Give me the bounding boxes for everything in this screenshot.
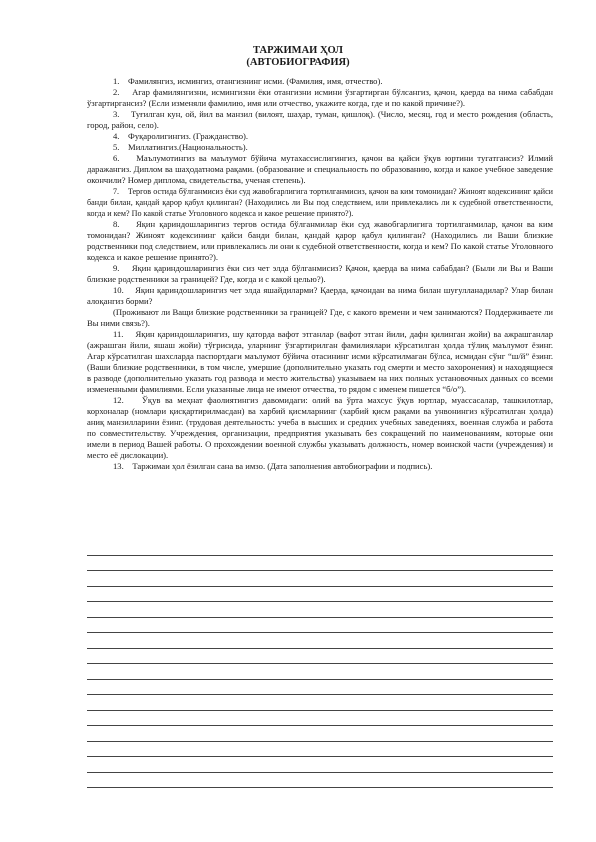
document-subtitle: (АВТОБИОГРАФИЯ) <box>246 57 350 68</box>
list-item-4: 4. Фуқаролигингиз. (Гражданство). <box>113 131 249 141</box>
writing-line[interactable] <box>87 571 553 587</box>
list-item-6: 6. Маълумотингиз ва маълумот бўйича мутахассислигингиз, қачон ва қайси ўқув юртини тугатгансиз? Илмий даражангиз. Диплом ва шаҳодатнома рақами. (образование и специальность по образованию, когда и какое учебное заведение окончили? Номер диплома, свидетельства, ученая степень). <box>87 153 554 185</box>
list-item-12: 12. Ўқув ва меҳнат фаолиятингиз давомидаги: олий ва ўрта махсус ўқув юртлар, муассасалар, ташкилотлар, корхоналар (номлари қисқартирилмасдан) ва харбий қисмларнинг (харбий қисм рақами ва унвонингиз кўрсатилган ҳолда) аниқ манзилларини ёзинг. (трудовая деятельность: учеба в высших и средних учебных заведениях, военная служба и работа по совместительству. Учреждения, организации, предприятия указывать без сокращений по наименованиям, которые они имели в период Вашей работы. О прохождении военной службы указывать должность, номер воинской части (учреждения) и место её дислокации). <box>87 395 553 460</box>
list-item-10: 10. Яқин қариндошларингиз чет элда яшайдиларми? Қаерда, қачондан ва нима билан шуғулланадилар? Улар билан алоқангиз борми? <box>87 285 554 306</box>
list-item-9: 9. Яқин қариндошларингиз ёки сиз чет элда бўлганмисиз? Қачон, қаерда ва нима сабабдан? (Были ли Вы и Ваши близкие родственники за границей? Где, когда и с какой целью?). <box>87 263 553 284</box>
writing-lines <box>87 540 553 788</box>
writing-line[interactable] <box>87 649 553 665</box>
writing-line[interactable] <box>87 556 553 572</box>
list-item-3: 3. Туғилган кун, ой, йил ва манзил (вилоят, шаҳар, туман, қишлоқ). (Число, месяц, год и место рождения (область, город, район, село). <box>87 109 553 130</box>
writing-line[interactable] <box>87 757 553 773</box>
writing-line[interactable] <box>87 726 553 742</box>
document-title: ТАРЖИМАИ ҲОЛ <box>253 45 343 56</box>
list-item-8: 8. Яқин қариндошларингиз тергов остида бўлганмилар ёки суд жавобгарлигига тортилганмилар, қачон ва ким томонидан? Жиноят кодексининг қайси банди билан, қандай қарор қабул қилинган? (Находились ли Ваши близкие родственники под следствием, или привлекались ли они к судебной ответственности, когда и кем? По какой статье Уголовного кодекса и какое решение принято?). <box>87 219 553 262</box>
writing-line[interactable] <box>87 695 553 711</box>
questionnaire-list <box>87 76 553 472</box>
writing-line[interactable] <box>87 742 553 758</box>
writing-line[interactable] <box>87 680 553 696</box>
writing-line[interactable] <box>87 664 553 680</box>
list-item-1: 1. Фамилянгиз, исмингиз, отангизнинг исми. (Фамилия, имя, отчество). <box>113 76 383 86</box>
writing-line[interactable] <box>87 633 553 649</box>
list-item-10-translation: (Проживают ли Ващи близкие родственники за границей? Где, с какого времени и чем занимаются? Поддерживаете ли Вы ними связь?). <box>87 307 553 328</box>
writing-line[interactable] <box>87 618 553 634</box>
list-item-2: 2. Агар фамилянгизни, исмингизни ёки отангизни исмини ўзгартирган бўлсангиз, қачон, қаерда ва нима сабабдан ўзгартиргансиз? (Если изменяли фамилию, имя или отчество, укажите когда, где и по какой причине?). <box>87 87 553 108</box>
writing-line[interactable] <box>87 587 553 603</box>
writing-line[interactable] <box>87 602 553 618</box>
writing-line[interactable] <box>87 773 553 789</box>
list-item-5: 5. Миллатингиз.(Национальность). <box>113 142 248 152</box>
list-item-13: 13. Таржимаи ҳол ёзилган сана ва имзо. (Дата заполнения автобиографии и подпись). <box>113 461 433 471</box>
writing-line[interactable] <box>87 540 553 556</box>
list-item-11: 11. Яқин қариндошларингиз, шу қаторда вафот этганлар (вафот этган йили, дафн қилинган жойи) ва ажрашганлар (ажрашган йили, яшаш жойи) тўғрисида, уларнинг ўзгартирилган фамилиялари кўрсатилган ҳолда тўлиқ маълумот ёзинг. Агар кўрсатилган шахсларда паспортдаги маълумот бўйича отасининг исми кўрсатилмаган бўлса, исмидан сўнг “ш/й” ёзинг. (Ваши близкие родственники, в том числе, умершие (дополнительно указать год смерти и место захоронения) и находящиеся в разводе (дополнительно указать год развода и место жительства) указываем на них полных установочных данных со всеми измененными фамилиями. Если указанные лица не имеют отчества, то рядом с именем пишется “б/о”). <box>87 329 554 394</box>
writing-line[interactable] <box>87 711 553 727</box>
list-item-7: 7. Тергов остида бўлганмисиз ёки суд жавобгарлигига тортилганмисиз, қачон ва ким томонидан? Жиноят кодексининг қайси банди билан, қандай қарор қабул қилинган? (Находились ли Вы под следствием, или привлекались ли к судебной ответственности, когда и кем? По какой статье Уголовного кодекса и какое решение принято?). <box>87 187 554 218</box>
